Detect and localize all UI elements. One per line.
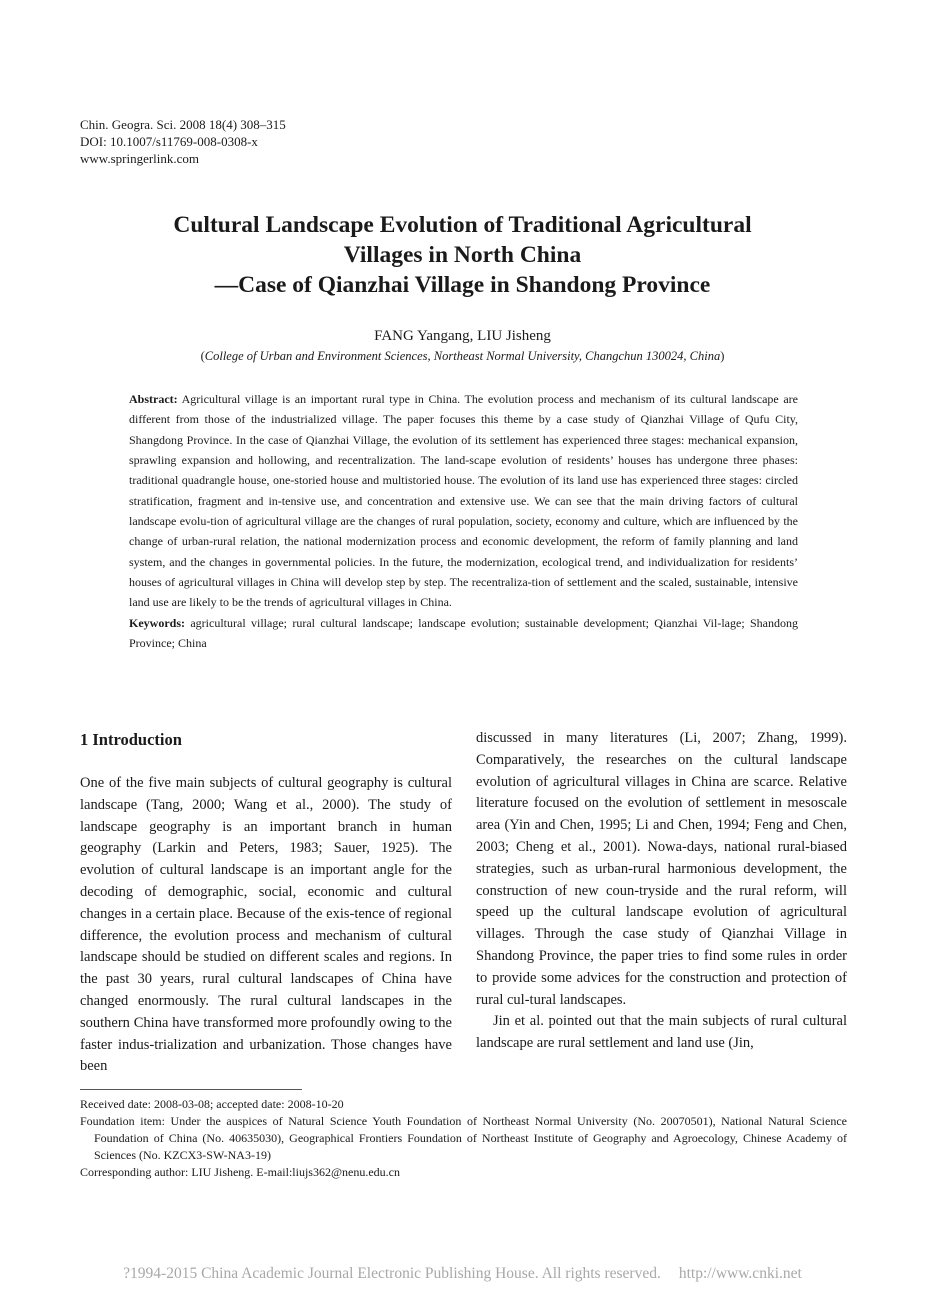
- abstract-block: [129, 392, 798, 609]
- cnki-link[interactable]: http://www.cnki.net: [678, 1265, 802, 1282]
- doi: DOI: 10.1007/s11769-008-0308-x: [80, 134, 258, 149]
- received-date: Received date: 2008-03-08; accepted date: 2008-10-20: [80, 1097, 344, 1111]
- right-column: [476, 728, 847, 1055]
- title-line-2: Villages in North China: [343, 242, 582, 268]
- authors: FANG Yangang, LIU Jisheng: [374, 328, 551, 344]
- keywords-text: agricultural village; rural cultural landscape; landscape evolution; sustainable development; Qianzhai Vil-lage; Shandong Province; China: [129, 615, 798, 651]
- keywords-label: Keywords:: [129, 615, 185, 630]
- abstract: [129, 389, 798, 653]
- title-line-1: Cultural Landscape Evolution of Traditional Agricultural: [173, 212, 752, 238]
- affiliation-text: College of Urban and Environment Sciences, Northeast Normal University, Changchun 130024, China: [204, 349, 721, 363]
- footnotes: [80, 1096, 847, 1181]
- section-heading: 1 Introduction: [80, 730, 182, 749]
- corresponding-author: Corresponding author: LIU Jisheng. E-mail:liujs362@nenu.edu.cn: [80, 1165, 400, 1179]
- paper-title: [60, 210, 865, 300]
- title-line-3: —Case of Qianzhai Village in Shandong Province: [214, 272, 711, 298]
- right-column-paragraph-1: discussed in many literatures (Li, 2007; Zhang, 1999). Comparatively, the researches on the cultural landscape evolution of agricultural villages in China are scarce. Relative literature focused on the evolution of settlement in mesoscale area (Yin and Chen, 1995; Li and Chen, 1994; Feng and Chen, 2003; Cheng et al., 2001). Nowa-days, national rural-biased strategies, such as urban-rural harmonious development, the construction of new coun-tryside and the rural reform, will speed up the cultural landscape evolution of agricultural villages. Through the case study of Qianzhai Village in Shandong Province, the paper tries to find some rules in order to provide some advices for the construction and protection of rural cul-tural landscapes.: [476, 730, 847, 1008]
- journal-citation: Chin. Geogra. Sci. 2008 18(4) 308–315: [80, 117, 286, 132]
- copyright-notice: ?1994-2015 China Academic Journal Electronic Publishing House. All rights reserved.: [123, 1265, 661, 1282]
- page-footer: [0, 1265, 925, 1283]
- abstract-label: Abstract:: [129, 392, 178, 406]
- footnote-divider: [80, 1089, 302, 1090]
- affiliation: (College of Urban and Environment Sciences, Northeast Normal University, Changchun 130024, China): [200, 349, 725, 363]
- journal-url[interactable]: www.springerlink.com: [80, 151, 200, 166]
- foundation-item: Foundation item: Under the auspices of Natural Science Youth Foundation of Northeast Normal University (No. 20070501), National Natural Science Foundation of China (No. 40635030), Geographical Frontiers Foundation of Northeast Institute of Geography and Agroecology, Chinese Academy of Sciences (No. KZCX3-SW-NA3-19): [80, 1114, 847, 1162]
- abstract-text: Agricultural village is an important rural type in China. The evolution process and mechanism of its cultural landscape are different from those of the industrialized village. The paper focuses this theme by a case study of Qianzhai Village of Qufu City, Shangdong Province. In the case of Qianzhai Village, the evolution of its settlement has experienced three stages: mechanical expansion, sprawling expansion and hollowing, and recentralization. The land-scape evolution of residents’ houses has undergone three phases: traditional quadrangle house, one-storied house and multistoried house. The evolution of its land use has experienced three stages: circled stratification, fragment and in-tensive use, and concentration and extensive use. We can see that the main driving factors of cultural landscape evolu-tion of agricultural village are the changes of rural population, society, economy and culture, which are influenced by the change of urban-rural relation, the national modernization process and economic development, the reform of family planning and land system, and the changes in governmental policies. In the future, the modernization, ecological trend, and individualization for residents’ houses of agricultural villages in China will develop step by step. The recentraliza-tion of settlement and the scaled, sustainable, intensive land use are likely to be the trends of agricultural villages in China.: [129, 392, 799, 610]
- left-column-text: One of the five main subjects of cultural geography is cultural landscape (Tang, 2000; Wang et al., 2000). The study of landscape geography is an important branch in human geography (Larkin and Peters, 1983; Sauer, 1925). The evolution of cultural landscape is an important angle for the decoding of demographic, social, economic and cultural changes in a certain place. Because of the exis-tence of regional difference, the evolution process and mechanism of cultural landscape should be studied on different scales and regions. In the past 30 years, rural cultural landscapes of China have changed enormously. The rural cultural landscapes in the southern China have transformed more profoundly owing to the faster indus-trialization and urbanization. Those changes have been: [80, 775, 452, 1075]
- keywords-block: [129, 613, 798, 654]
- journal-header: [80, 116, 286, 167]
- right-column-paragraph-2: Jin et al. pointed out that the main subjects of rural cultural landscape are rural settlement and land use (Jin,: [476, 1013, 847, 1052]
